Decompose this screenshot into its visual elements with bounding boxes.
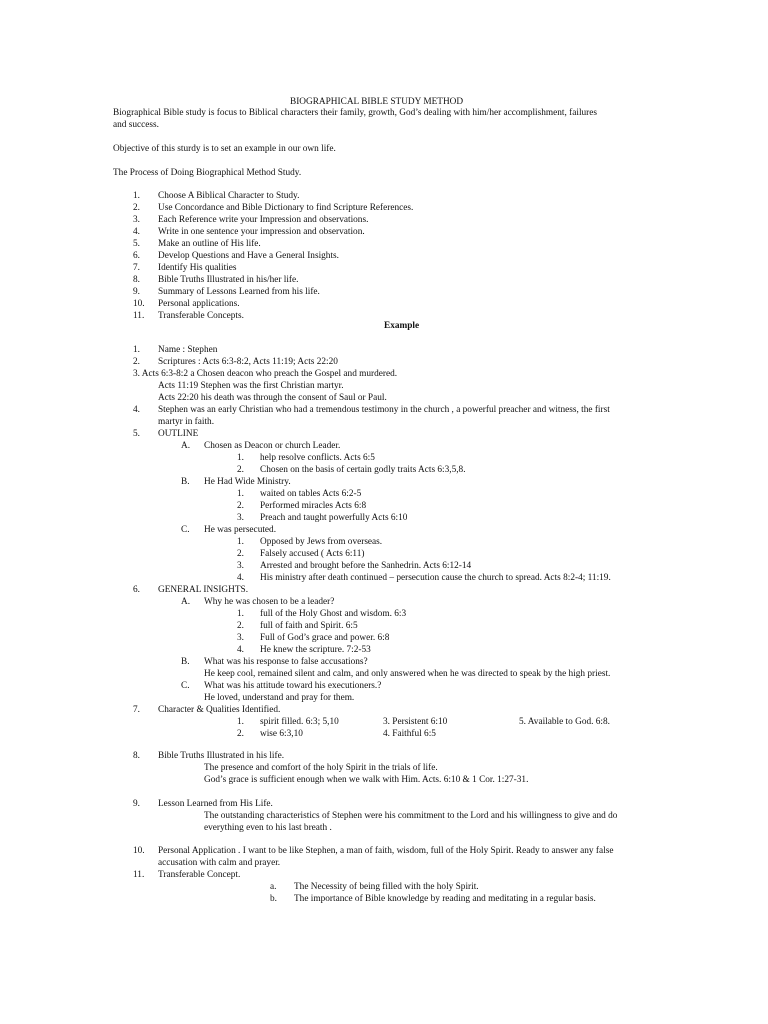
example-heading: Example [384, 321, 420, 331]
concept-heading: Transferable Concept. [158, 870, 241, 880]
list-item: Why he was chosen to be a leader? [204, 597, 335, 607]
list-item: Identify His qualities [158, 263, 237, 273]
list-item: Chosen as Deacon or church Leader. [204, 441, 341, 451]
list-number: 3. [133, 215, 140, 225]
list-item-continuation: martyr in faith. [158, 417, 215, 427]
list-letter: C. [181, 525, 190, 535]
list-letter: A. [181, 597, 191, 607]
list-number: 7. [133, 705, 140, 715]
list-number: 8. [133, 751, 140, 761]
application-text: accusation with calm and prayer. [158, 858, 281, 868]
list-item: Summary of Lessons Learned from his life. [158, 287, 320, 297]
list-item: Stephen was an early Christian who had a tremendous testimony in the church , a powerful preacher and witness, the first [158, 405, 610, 415]
intro-text: Biographical Bible study is focus to Biblical characters their family, growth, God’s dealing with him/her accomplishment, failures [113, 108, 598, 118]
list-number: 10. [133, 299, 145, 309]
list-item: Opposed by Jews from overseas. [260, 537, 383, 547]
list-number: 3. [237, 633, 244, 643]
quality-item: 5. Available to God. 6:8. [519, 717, 610, 727]
lesson-heading: Lesson Learned from His Life. [158, 799, 273, 809]
insights-heading: GENERAL INSIGHTS. [158, 585, 249, 595]
list-item: What was his response to false accusations? [204, 657, 368, 667]
list-number: 1. [133, 191, 140, 201]
list-number: 3. [237, 513, 244, 523]
document-title: BIOGRAPHICAL BIBLE STUDY METHOD [290, 97, 464, 107]
list-letter: B. [181, 477, 190, 487]
list-item: Each Reference write your Impression and observations. [158, 215, 369, 225]
list-number: 3. [237, 561, 244, 571]
list-item: Arrested and brought before the Sanhedrin. Acts 6:12-14 [260, 561, 472, 571]
list-number: 11. [133, 870, 145, 880]
list-item: Choose A Biblical Character to Study. [158, 191, 300, 201]
list-item: Make an outline of His life. [158, 239, 261, 249]
list-number: 4. [133, 227, 140, 237]
list-letter: C. [181, 681, 190, 691]
list-item: 3. Acts 6:3-8:2 a Chosen deacon who preach the Gospel and murdered. [133, 369, 398, 379]
truths-heading: Bible Truths Illustrated in his life. [158, 751, 285, 761]
lesson-text: The outstanding characteristics of Stephen were his commitment to the Lord and his willingness to give and do [204, 811, 618, 821]
process-heading: The Process of Doing Biographical Method Study. [113, 168, 302, 178]
list-number: 10. [133, 846, 145, 856]
list-number: 2. [237, 729, 244, 739]
list-number: 1. [237, 609, 244, 619]
list-item: Preach and taught powerfully Acts 6:10 [260, 513, 408, 523]
list-letter: A. [181, 441, 191, 451]
list-number: 2. [237, 549, 244, 559]
list-number: 1. [133, 345, 140, 355]
objective-text: Objective of this sturdy is to set an example in our own life. [113, 144, 336, 154]
list-item: Chosen on the basis of certain godly traits Acts 6:3,5,8. [260, 465, 466, 475]
quality-item: 4. Faithful 6:5 [383, 729, 436, 739]
list-number: 9. [133, 799, 140, 809]
list-item: Name : Stephen [158, 345, 218, 355]
list-item: help resolve conflicts. Acts 6:5 [260, 453, 375, 463]
list-number: 4. [237, 645, 244, 655]
list-number: 1. [237, 489, 244, 499]
list-number: 2. [133, 357, 140, 367]
quality-item: wise 6:3,10 [260, 729, 303, 739]
list-item: Full of God’s grace and power. 6:8 [260, 633, 390, 643]
list-item-continuation: Acts 11:19 Stephen was the first Christian martyr. [158, 381, 344, 391]
list-item: Falsely accused ( Acts 6:11) [260, 549, 365, 559]
list-number: 2. [237, 465, 244, 475]
list-item: Performed miracles Acts 6:8 [260, 501, 367, 511]
list-letter: b. [270, 894, 277, 904]
list-item: full of the Holy Ghost and wisdom. 6:3 [260, 609, 407, 619]
list-item: The Necessity of being filled with the holy Spirit. [294, 882, 479, 892]
answer-text: He loved, understand and pray for them. [204, 693, 355, 703]
list-number: 1. [237, 537, 244, 547]
lesson-text: everything even to his last breath . [204, 823, 332, 833]
qualities-heading: Character & Qualities Identified. [158, 705, 281, 715]
quality-item: spirit filled. 6:3; 5,10 [260, 717, 339, 727]
list-number: 4. [133, 405, 140, 415]
list-number: 8. [133, 275, 140, 285]
list-item: His ministry after death continued – persecution cause the church to spread. Acts 8:2-4; 11:19. [260, 573, 611, 583]
list-letter: a. [270, 882, 277, 892]
list-number: 9. [133, 287, 140, 297]
list-number: 11. [133, 311, 145, 321]
list-item: He knew the scripture. 7:2-53 [260, 645, 371, 655]
list-item: Transferable Concepts. [158, 311, 244, 321]
list-item: Write in one sentence your impression and observation. [158, 227, 365, 237]
list-item: He Had Wide Ministry. [204, 477, 291, 487]
list-item: Personal applications. [158, 299, 240, 309]
list-number: 5. [133, 239, 140, 249]
list-number: 6. [133, 585, 140, 595]
list-item: What was his attitude toward his executioners.? [204, 681, 382, 691]
list-number: 1. [237, 717, 244, 727]
answer-text: He keep cool, remained silent and calm, and only answered when he was directed to speak by the high priest. [204, 669, 611, 679]
outline-heading: OUTLINE [158, 429, 199, 439]
list-letter: B. [181, 657, 190, 667]
intro-text: and success. [113, 120, 159, 130]
list-item: waited on tables Acts 6:2-5 [260, 489, 362, 499]
truth-text: God’s grace is sufficient enough when we walk with Him. Acts. 6:10 & 1 Cor. 1:27-31. [204, 775, 529, 785]
list-number: 2. [237, 621, 244, 631]
list-item: The importance of Bible knowledge by reading and meditating in a regular basis. [294, 894, 596, 904]
list-number: 2. [237, 501, 244, 511]
list-number: 4. [237, 573, 244, 583]
list-number: 7. [133, 263, 140, 273]
list-item-continuation: Acts 22:20 his death was through the consent of Saul or Paul. [158, 393, 387, 403]
list-item: Use Concordance and Bible Dictionary to find Scripture References. [158, 203, 414, 213]
truth-text: The presence and comfort of the holy Spirit in the trials of life. [204, 763, 438, 773]
list-item: full of faith and Spirit. 6:5 [260, 621, 358, 631]
list-item: Develop Questions and Have a General Insights. [158, 251, 339, 261]
list-number: 5. [133, 429, 140, 439]
list-number: 6. [133, 251, 140, 261]
list-number: 2. [133, 203, 140, 213]
quality-item: 3. Persistent 6:10 [383, 717, 448, 727]
application-text: Personal Application . I want to be like Stephen, a man of faith, wisdom, full of the Holy Spirit. Ready to answer any false [158, 846, 614, 856]
list-item: He was persecuted. [204, 525, 277, 535]
list-item: Bible Truths Illustrated in his/her life. [158, 275, 299, 285]
list-item: Scriptures : Acts 6:3-8:2, Acts 11:19; Acts 22:20 [158, 357, 338, 367]
list-number: 1. [237, 453, 244, 463]
